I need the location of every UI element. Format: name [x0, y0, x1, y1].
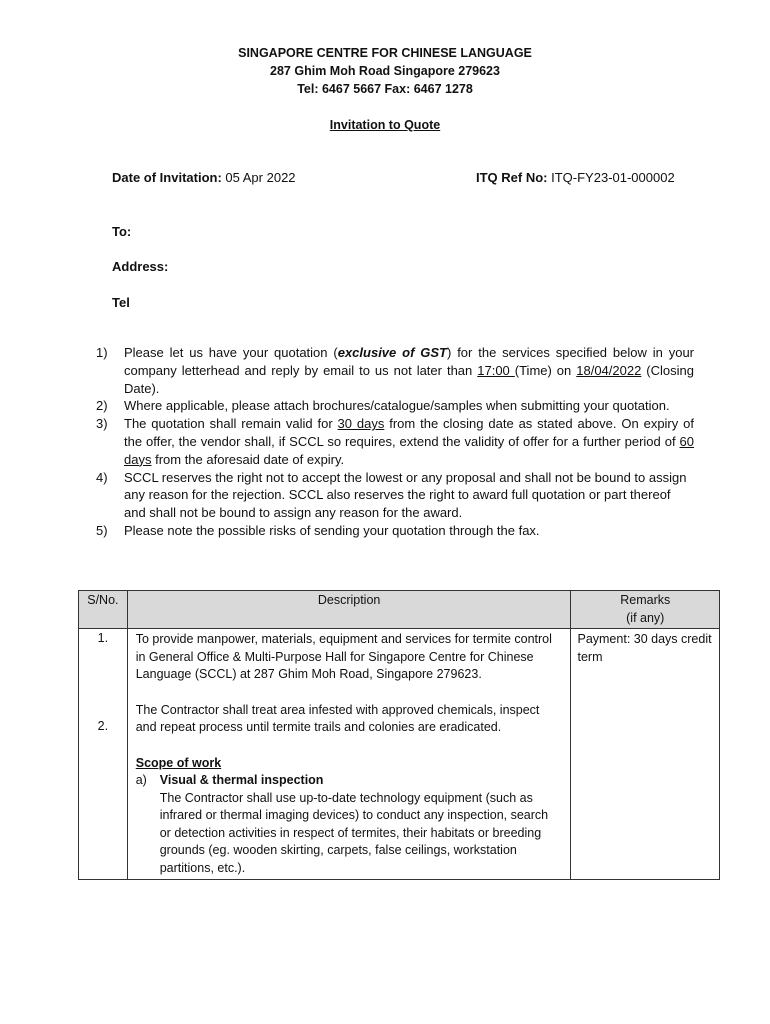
document-title: Invitation to Quote: [329, 118, 441, 132]
validity-period: 30 days: [337, 416, 385, 432]
scope-item-heading: Visual & thermal inspection: [159, 773, 324, 787]
sn-header: S/No.: [79, 591, 128, 629]
term-item: 4) SCCL reserves the right not to accept the lowest or any proposal and shall not be bound to assign any reason for the rejection. SCCL also reserves the right to award full quotation or part thereof and shall not be bound to assign any reason for the award.: [96, 469, 687, 521]
org-address: 287 Ghim Moh Road Singapore 279623: [270, 64, 500, 78]
tel-label: Tel: [112, 295, 130, 310]
item1-description: To provide manpower, materials, equipment and services for termite control in General Office & Multi-Purpose Hall for Singapore Centre for Chinese Language (SCCL) at 287 Ghim Moh Road, Singapore 279623.: [135, 632, 552, 681]
term-item: 1) Please let us have your quotation (exclusive of GST) for the services specified below in your company letterhead and reply by email to us not later than 17:00 (Time) on 18/04/2022 (Closing Date).: [96, 345, 694, 396]
term-item: 5) Please note the possible risks of sending your quotation through the fax.: [96, 522, 540, 538]
itq-ref: [476, 170, 675, 185]
description-header: Description: [127, 591, 571, 629]
terms-list: [96, 344, 694, 540]
itq-ref-value: ITQ-FY23-01-000002: [551, 170, 675, 185]
org-contact: Tel: 6467 5667 Fax: 6467 1278: [297, 82, 473, 96]
scope-item-text: The Contractor shall use up-to-date technology equipment (such as infrared or thermal imaging devices) to conduct any inspection, search or detection activities in respect of termites, their habitats or breeding grounds (eg. wooden skirting, carpets, false ceilings, workstation partitions, etc.).: [159, 790, 549, 875]
invitation-date-label: Date of Invitation:: [112, 170, 222, 185]
address-label: Address:: [112, 259, 169, 274]
table-header-row: [79, 591, 720, 629]
extension-period: 60 days: [124, 433, 694, 467]
to-label: To:: [112, 224, 132, 239]
table-cell-description: [127, 629, 571, 880]
scope-title: Scope of work: [135, 755, 222, 770]
services-table: [78, 590, 720, 880]
invitation-date: [112, 170, 296, 185]
remarks-header: Remarks (if any): [571, 591, 720, 629]
exclusive-of-gst: exclusive of GST: [337, 345, 447, 360]
closing-date: 18/04/2022: [576, 362, 642, 378]
term-item: 3) The quotation shall remain valid for 30 days from the closing date as stated above. On expiry of the offer, the vendor shall, if SCCL so requires, extend the validity of offer for a further period of 60 days from the aforesaid date of expiry.: [96, 416, 694, 467]
closing-time: 17:00: [477, 362, 515, 378]
item2-description: The Contractor shall treat area infested with approved chemicals, inspect and repeat process until termite trails and colonies are eradicated.: [135, 702, 540, 734]
invitation-date-value: 05 Apr 2022: [225, 170, 296, 185]
table-row: [79, 629, 720, 880]
scope-item: a) Visual & thermal inspection The Contractor shall use up-to-date technology equipment (such as infrared or thermal imaging devices) to conduct any inspection, search or detection activities in respect of termites, their habitats or breeding grounds (eg. wooden skirting, carpets, false ceilings, workstation partitions, etc.).: [136, 772, 563, 877]
table-cell-remarks: Payment: 30 days credit term: [571, 629, 720, 880]
itq-ref-label: ITQ Ref No:: [476, 170, 548, 185]
term-item: 2) Where applicable, please attach brochures/catalogue/samples when submitting your quotation.: [96, 398, 670, 414]
org-name: SINGAPORE CENTRE FOR CHINESE LANGUAGE: [238, 46, 532, 60]
table-cell-sn: 1. 2.: [79, 629, 128, 880]
